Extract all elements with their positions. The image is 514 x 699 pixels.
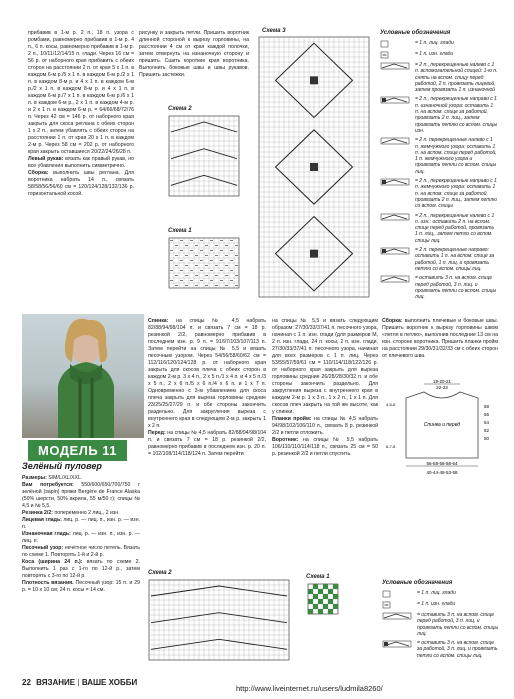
top-col2-text — [139, 30, 249, 79]
legend-symbol-icon — [382, 640, 414, 648]
legend-item — [380, 213, 498, 244]
footer-url[interactable]: http://www.liveinternet.ru/users/ludmila8260/ — [236, 684, 383, 693]
mid-col2-text — [148, 318, 266, 458]
pattern-label: Спинка и перед — [423, 422, 461, 428]
legend-symbol-icon — [380, 247, 412, 255]
legend-desc: = 1 п. изн. глади — [415, 51, 454, 57]
legend-item — [380, 96, 498, 134]
legend-desc: = оставить 3 п. на вспом. спице перед работой, 3 п. лиц. и провязать петли со вспом. спицы лиц. — [417, 612, 499, 637]
pattern-dim-r1: 56 — [484, 412, 490, 417]
legend-symbol-icon — [380, 275, 412, 283]
top-col1-text — [28, 30, 134, 198]
scheme1-top-chart — [165, 236, 245, 296]
legend-desc: = 2 п., перекрещенные налево с 1 п. вспомогательной спицей: 1-ю п. снять на вспом. спицу перед работой, 2 п. провязать лицевой, затем провязать 1 п. изнаночной — [415, 62, 498, 94]
legend-desc: = 2 п. перекрещенные направо: оставить 1 п. на вспом. спице за работой, 1 п. лиц. и провязать петлю со вспом. спицы лиц. — [415, 247, 495, 272]
legend-item — [382, 601, 500, 609]
legend-desc: = 1 п. лиц. глади — [415, 40, 454, 46]
pattern-dim-r4: 50 — [484, 436, 490, 441]
scheme2-bottom-caption: Схема 2 — [148, 570, 172, 576]
specs-para: Резинка 2/2: попеременно 2 лиц., 2 изн. — [22, 510, 120, 516]
specs-para: Изнаночная гладь: лиц. р. — изн. п., изн. р. — лиц. п. — [22, 531, 140, 544]
legend-symbol-icon — [382, 590, 414, 598]
legend-desc: = оставить 3 п. на вспом. спице за работой, 3 п. лиц. и провязать петли со вспом. спицы лиц. — [417, 640, 498, 659]
legend-desc: = 2 п. перекрещенные налево с 1 п. жемчужного узора: оставить 1 п. на вспом. спице перед работой, 1 п. жемчужного узора и провязать петли со вспом. спицы лиц. — [415, 137, 497, 175]
specs-para: Песочный узор: нечётное число петель. Вязать по схеме 1. Повторять 1-й и 2-й р. — [22, 545, 140, 558]
legend-item — [380, 40, 498, 48]
legend-item — [380, 178, 498, 209]
legend-symbol-icon — [380, 137, 412, 145]
scheme2-bottom-chart — [145, 578, 295, 670]
mid4-para: Сборка: выполнить плечевые и боковые швы. Пришить воротник к вырезу горловины швом «петля в петлю», выполнив последние 13 см на изн. стороне воротника. Пришить планки пройм на расстоянии 29/30/31/32/33 см с обеих сторон от плечевого шва. — [382, 318, 499, 359]
legend-item — [380, 247, 498, 272]
specs-para: Коса (ширина 24 п.): вязать по схеме 2. Выполнить 1 раз с 1-го по 12-й р., затем повторять с 3-го по 12-й р. — [22, 559, 140, 579]
scheme1-bottom-caption: Схема 1 — [306, 574, 330, 580]
mid3-para: на спицы № 5,5 и вязать следующим образом: 27/30/33/37/41 п. песочного узора, начиная с 1 п. изн. глади (для размеров M, 2 п. изн. глади, 24 п. косы, 2 п. изн. глади, 27/30/33/37/41 п. песочного узора, начиная для всех размеров с 1 п. лиц. Через 53/55/57/59/61 см = 110/114/118/122/126 р. от наборного края закрыть для выреза горловины средние 26/28/28/30/32 п. и обе стороны закончить раздельно. Для закругления выреза с внутреннего края в каждом 2-м р. 1 х 3 п., 1 х 2 п., 1 х 1 п. Для скосов плеч закрыть на той же высоте, как у спинки. — [272, 318, 378, 415]
model-label: МОДЕЛЬ 11 — [28, 440, 127, 461]
brand-name-2: ВАШЕ ХОББИ — [81, 678, 138, 687]
garment-pattern — [384, 378, 500, 488]
legend-item — [382, 640, 500, 659]
legend-symbol-icon — [380, 62, 412, 70]
legend-top-list — [380, 40, 498, 300]
mid2-para: Спинка: на спицы № 4,5 набрать 82/88/94/98/104 п. и связать 7 см = 18 р. резинкой 2/2, равномерно прибавив в последнем изн. р. 9 п. = 91/97/103/107/113 п. Затем перейти на спицы № 5,5 и вязать песочным узором. Через 54/56/58/60/62 см = 112/116/120/124/128 р. от наборного края закрыть для скосов плеча с обеих сторон в каждом 2-м р. 3 х 4 п., 2 х 5 п./1 х 4 п. и 4 х 5 п./3 х 5 п., 2 х 6 п./5 х 6 п./4 х 6 п. и 1 х 7 п. Одновременно с 3-м убавлением для скоса плеча закрыть для выреза горловины средние 23/25/25/27/29 п. и обе стороны закончить раздельно. Для закругления выреза с внутреннего края в следующем 2-м р. закрыть 1 х 2 п. — [148, 318, 266, 429]
scheme1-bottom-chart — [304, 582, 344, 622]
mid2-para: Перед: на спицы № 4,5 набрать 82/88/94/98/104 п. и связать 7 см = 18 р. резинкой 2/2, равномерно прибавив в последнем изн. р. 20 п. = 102/108/114/118/124 п. Затем перейти — [148, 430, 266, 457]
legend-bottom-list — [382, 590, 500, 659]
legend-symbol-icon — [382, 612, 414, 620]
scheme3-chart — [258, 36, 370, 302]
pattern-dims-top2: 22-23 — [436, 385, 448, 390]
legend-symbol-icon — [382, 601, 414, 609]
legend-desc: = 1 п. лиц. глади — [417, 590, 456, 596]
legend-symbol-icon — [380, 178, 412, 186]
pattern-dim-r0: 58 — [484, 404, 490, 409]
footer-brand: 22 ВЯЗАНИЕ | ВАШЕ ХОББИ — [22, 678, 138, 687]
legend-item — [382, 590, 500, 598]
pattern-dims-bottom: 56-58-58-58-64 — [426, 461, 458, 466]
legend-desc: = 2 п., перекрещенные направо с 1 п. изнаночной узора: оставить 1 п. на вспом. спице за работой, провязать 2 п. лиц., затем провязать петлю со вспом. спицы изн. — [415, 96, 498, 134]
legend-item — [382, 612, 500, 637]
green-pullover-title: Зелёный пуловер — [22, 461, 102, 471]
legend-symbol-icon — [380, 40, 412, 48]
legend-top-title: Условные обозначения — [380, 30, 451, 36]
pattern-dim-r2: 54 — [484, 420, 490, 425]
mid3-para: Планки пройм: на спицы № 4,5 набрать 94/98/102/106/110 п., связать 8 р. резинкой 2/2 и петли отложить. — [272, 416, 378, 436]
specs-para: Лицевая гладь: лиц. р. — лиц. п., изн. р. — изн. п. — [22, 517, 140, 530]
legend-item — [380, 137, 498, 175]
legend-bottom-title: Условные обозначения — [382, 580, 453, 586]
pattern-dims-bottom2: 40-44-48-53-58 — [426, 470, 458, 475]
pattern-dim-l0: 4-5-6 — [386, 402, 396, 407]
scheme1-top-caption: Схема 1 — [168, 228, 192, 234]
legend-desc: = 2 п., перекрещенные направо с 1 п. жемчужного узора: оставить 1 п. на вспом. спице за работой, провязать 2 п. лиц., затем петлю со вспом. спицы — [415, 178, 497, 210]
specs-para: Плотность вязания. Песочный узор: 15 п. и 29 р. = 10 х 10 см; 24 п. косы = 14 см. — [22, 580, 140, 593]
specs-text — [22, 475, 140, 594]
legend-item — [380, 275, 498, 300]
legend-item — [380, 51, 498, 59]
legend-bottom — [382, 580, 500, 662]
scheme2-top-chart — [165, 114, 245, 199]
legend-symbol-icon — [380, 213, 412, 221]
specs-para: Вам потребуется: 550/600/650/700/750 г зелёной (sapin) пряжи Bergère de France Alaska (50% шерсти, 50% акрила, 55 м/50 г); спицы № 4,5 и № 5,5. — [22, 482, 140, 509]
scheme2-top-caption: Схема 2 — [168, 106, 192, 112]
legend-desc: = оставить 3 п. на вспом. спице перед работой, 3 п. лиц. и провязать петли со вспом. спицы лиц. — [415, 275, 497, 301]
mid-col4-text — [382, 318, 498, 360]
pattern-dims-top: 19-20-21 — [432, 379, 452, 384]
legend-desc: = 1 п. изн. глади — [417, 601, 456, 607]
pattern-dim-r3: 52 — [484, 428, 490, 433]
top-col1-para: прибавив в 1-м р. 2 п., 18 п. узора с ромбами, равномерно прибавив в 1-м р. 4 п., 6 п. косы, равномерно прибавив в 1-м р. 2 п., 10/11/12/14/15 п. глади. Через 16 см = 56 р. от наборного края прибавить с обеих сторон на расстоянии 2 п. от края 5 х 1 п. в каждом 6-м р./5 х 1 п. в каждом 6-м р./2 х 1 п. в каждом 8-м р. и 4 х 1 п. в каждом 6-м р./2 х 1 п. в каждом 8-м р. и 4 х 1 п. в каждом 6-м р./7 х 1 п. в каждом 6-м р./6 х 1 п. в каждом 6-м р., 2 х 1 п. в каждом 4-м р. и 2 х 1 п. в каждом 6-м р. = 64/66/68/72/76 п. Через 42 см = 146 р. от наборного края закрыть для скоса реглана с обеих сторон 1 х 2 п., затем убавлять с обеих сторон на расстоянии 1 п. от края 20 х 1 п. в каждом 2-м р. Через 58 см = 202 р. от наборного края закрыть оставшиеся 20/22/24/26/28 п. — [28, 30, 134, 155]
legend-symbol-icon — [380, 51, 412, 59]
pattern-dim-l1: 6-7-8 — [386, 444, 396, 449]
page-number: 22 — [22, 678, 31, 687]
legend-item — [380, 62, 498, 93]
model-photo — [22, 314, 144, 438]
legend-symbol-icon — [380, 96, 412, 104]
legend-desc: = 2 п., перекрещенные налево с 1 п. изн.: оставить 2 п. на вспом. спице перед работой, провязать 1 п. лиц., затем петли со вспом. спицы лиц. — [415, 212, 495, 244]
brand-name: ВЯЗАНИЕ — [36, 678, 76, 687]
mid-col3-text — [272, 318, 378, 458]
top-col1-assembly: Сборка: выполнить швы реглана. Для воротника набрать 14 п., связать 58/58/56/56/60 см = 120/124/128/132/136 р. горизонтальной косой. — [28, 170, 134, 197]
top-col1-left-sleeve: Левый рукав: вязать как правый рукав, но все убавления выполнить симметрично. — [28, 156, 134, 169]
model-photo-illustration — [22, 314, 144, 438]
specs-para: Размеры: S/M/L/XL/XXL. — [22, 475, 83, 481]
legend-top — [380, 30, 498, 303]
top-col2-para: рисунку и закрыть петли. Пришить воротник длинной стороной к вырезу горловины, на расстоянии 4 см от края каждой полочки, затем отвернуть на изнаночную сторону и пришить. Сшить короткие края воротника. Выполнить боковые швы и швы рукавов. Пришить застежки. — [139, 30, 249, 78]
mid3-para: Воротник: на спицы № 5,5 набрать 106/110/110/114/118 п., связать 25 см = 50 р. резинкой 2/2 и петли спустить. — [272, 437, 378, 457]
scheme3-caption: Схема 3 — [262, 28, 286, 34]
